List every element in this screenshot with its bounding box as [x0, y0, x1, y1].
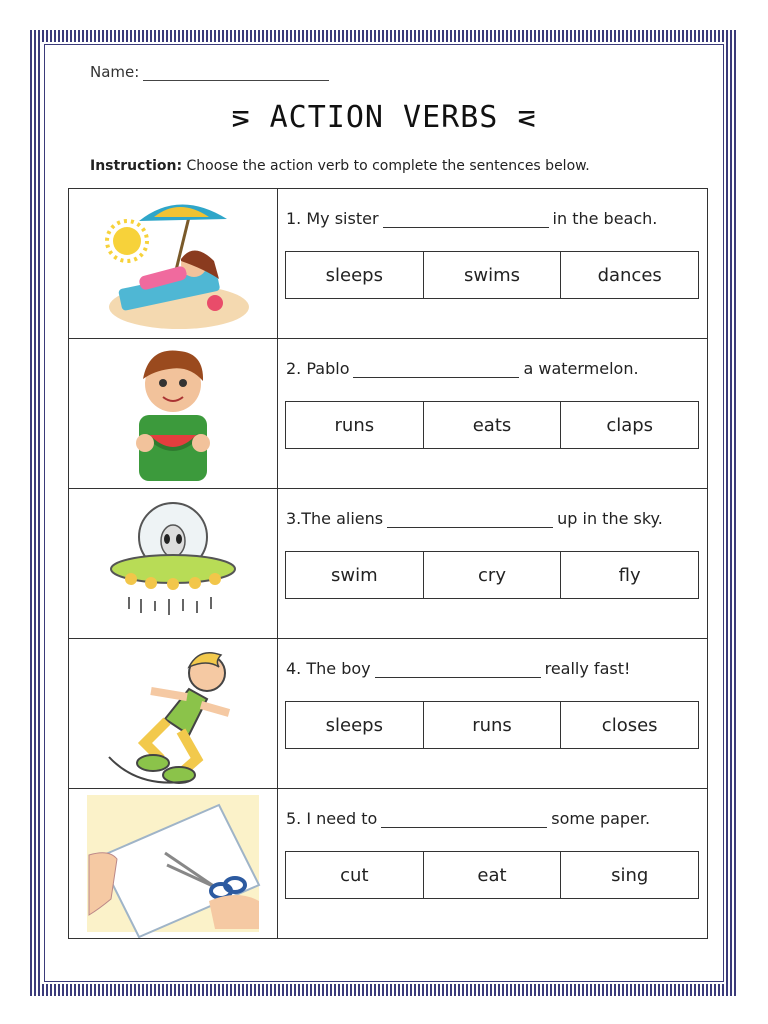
choice-option[interactable]: fly [618, 564, 641, 586]
choice-group [285, 251, 699, 299]
choice-group [285, 551, 699, 599]
choice-option[interactable]: dances [597, 264, 662, 286]
title-text: ACTION VERBS [269, 100, 499, 135]
choice-option[interactable]: swims [424, 252, 562, 298]
girl-sunbathing-beach-icon [69, 189, 277, 338]
answer-blank[interactable] [383, 212, 549, 228]
sentence-start: 4. The boy [286, 659, 371, 678]
picture-cell [69, 639, 278, 789]
question-cell [278, 639, 708, 789]
boy-eating-watermelon-icon [69, 339, 277, 488]
sentence-start: 2. Pablo [286, 359, 350, 378]
question-row [69, 189, 708, 339]
instruction-label: Instruction: [90, 158, 183, 174]
choice-option[interactable]: claps [606, 414, 654, 436]
choice-option[interactable]: closes [601, 714, 658, 736]
answer-blank[interactable] [375, 662, 541, 678]
running-boy-icon [69, 639, 277, 788]
choice-option[interactable]: runs [286, 402, 424, 448]
question-sentence [286, 509, 663, 528]
question-row [69, 789, 708, 939]
choice-option[interactable]: runs [424, 702, 562, 748]
title-decor-left: ⋝ [231, 100, 251, 135]
choice-group [285, 701, 699, 749]
exercise-table [68, 188, 708, 939]
question-sentence [286, 659, 630, 678]
alien-ufo-icon [69, 489, 277, 638]
sentence-start: 1. My sister [286, 209, 379, 228]
name-blank-line[interactable] [143, 65, 329, 81]
answer-blank[interactable] [353, 362, 519, 378]
question-sentence [286, 209, 657, 228]
sentence-end: a watermelon. [523, 359, 639, 378]
question-row [69, 489, 708, 639]
instruction [90, 158, 590, 174]
question-sentence [286, 359, 639, 378]
question-cell [278, 189, 708, 339]
picture-cell [69, 789, 278, 939]
picture-cell [69, 189, 278, 339]
sentence-start: 5. I need to [286, 809, 378, 828]
choice-option[interactable]: cut [286, 852, 424, 898]
title-decor-right: ⋜ [517, 100, 537, 135]
question-row [69, 339, 708, 489]
answer-blank[interactable] [387, 512, 553, 528]
choice-option[interactable]: eat [424, 852, 562, 898]
question-cell [278, 489, 708, 639]
choice-option[interactable]: cry [424, 552, 562, 598]
page-title [0, 100, 768, 135]
instruction-text: Choose the action verb to complete the sentences below. [182, 158, 590, 174]
picture-cell [69, 489, 278, 639]
choice-option[interactable]: sleeps [286, 702, 424, 748]
question-row [69, 639, 708, 789]
question-sentence [286, 809, 650, 828]
sentence-end: really fast! [544, 659, 631, 678]
sentence-end: some paper. [551, 809, 651, 828]
sentence-end: in the beach. [552, 209, 658, 228]
choice-option[interactable]: sleeps [286, 252, 424, 298]
sentence-end: up in the sky. [557, 509, 663, 528]
question-cell [278, 339, 708, 489]
answer-blank[interactable] [381, 812, 547, 828]
choice-group [285, 851, 699, 899]
choice-group [285, 401, 699, 449]
sentence-start: 3.The aliens [286, 509, 384, 528]
choice-option[interactable]: swim [286, 552, 424, 598]
question-cell [278, 789, 708, 939]
choice-option[interactable]: eats [424, 402, 562, 448]
name-label: Name: [90, 63, 140, 81]
picture-cell [69, 339, 278, 489]
scissors-cutting-paper-icon [69, 789, 277, 938]
name-field [90, 63, 329, 81]
choice-option[interactable]: sing [611, 864, 649, 886]
